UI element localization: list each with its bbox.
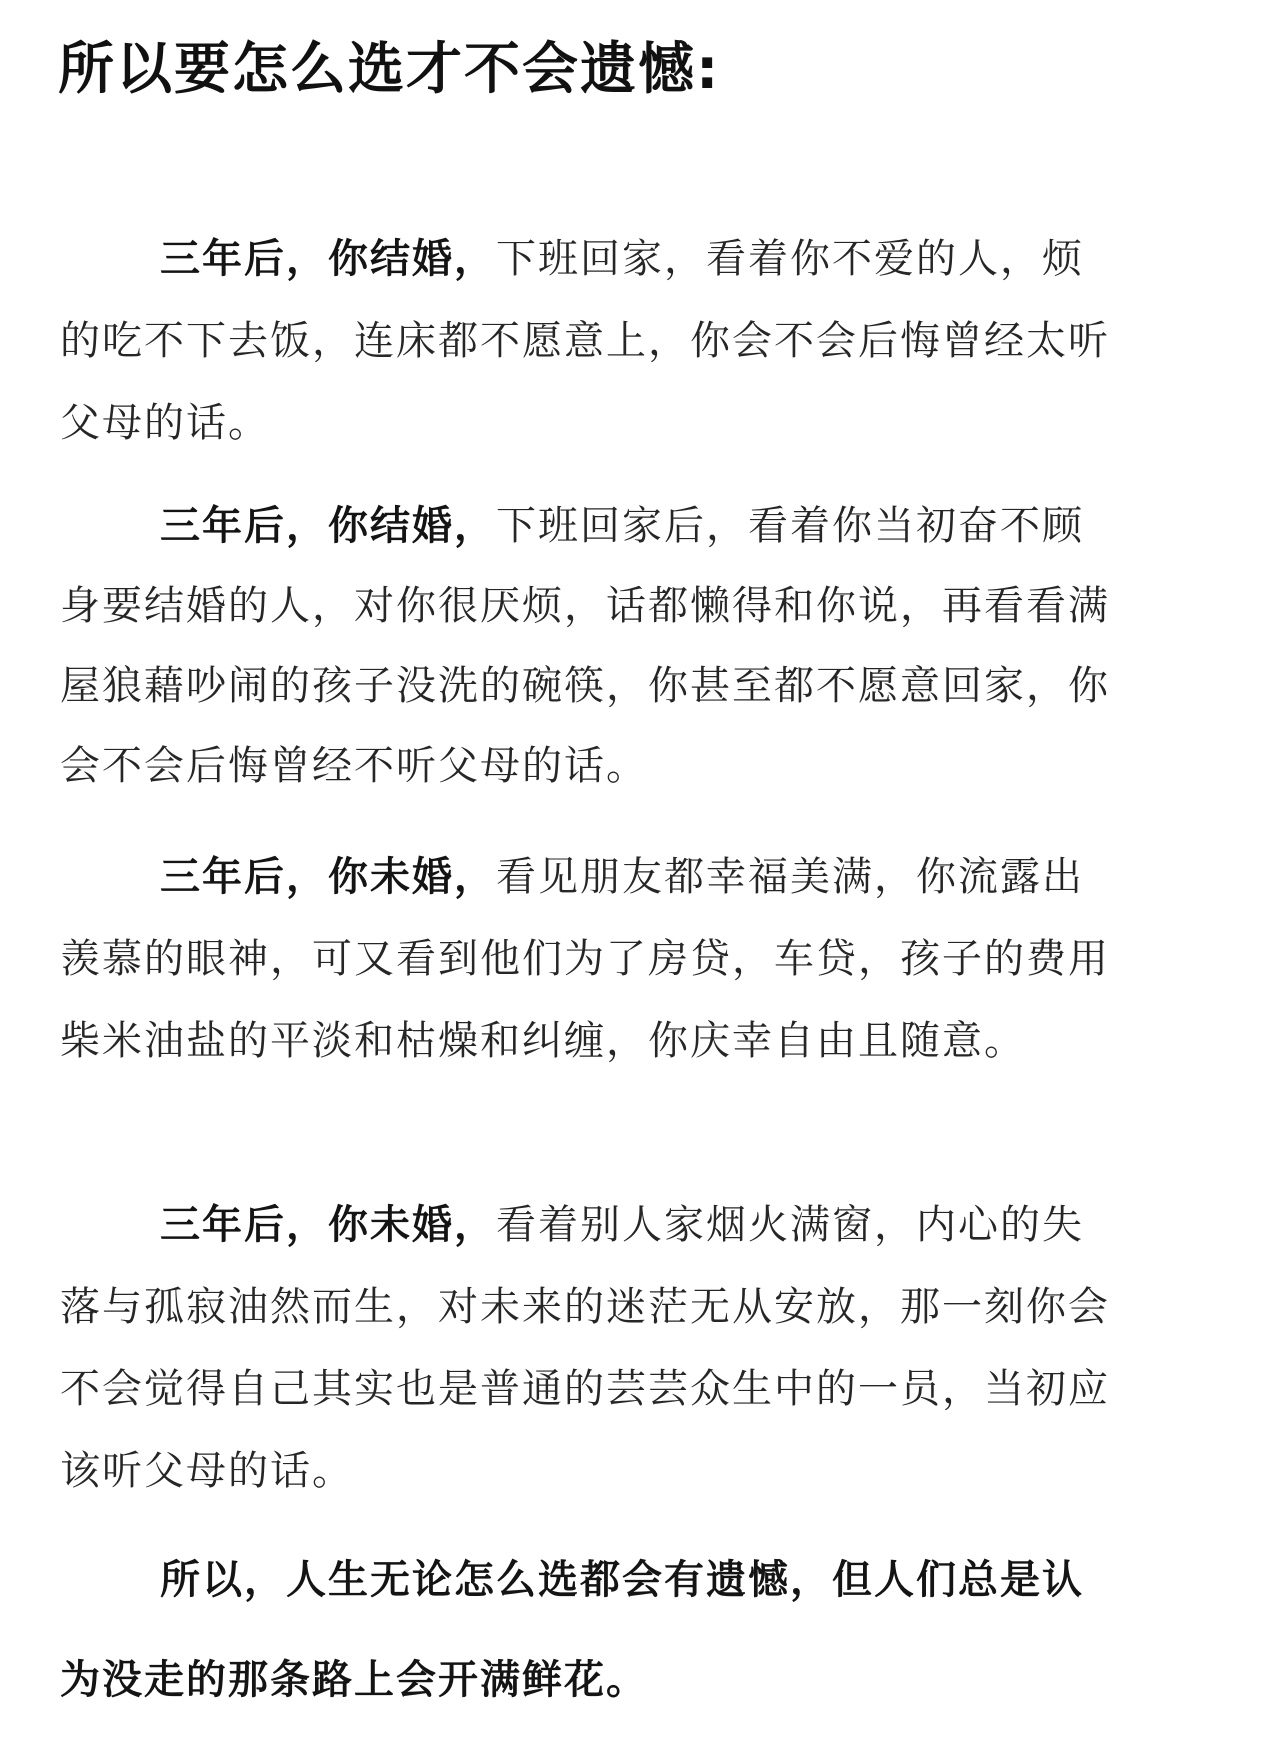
- paragraph-lead: 三年后，你未婚，: [160, 854, 496, 900]
- paragraph-married-unloved: [60, 218, 1110, 464]
- paragraph-body: 下班回家，看着你不爱的人，烦的吃不下去饭，连床都不愿意上，你会不会后悔曾经太听父母的话。: [60, 236, 1110, 446]
- page-title: 所以要怎么选才不会遗憾:: [58, 37, 721, 102]
- paragraph-unmarried-lonely: [60, 1184, 1110, 1512]
- paragraph-lead: 三年后，你结婚，: [160, 236, 496, 282]
- conclusion-paragraph: [60, 1530, 1110, 1730]
- paragraph-body: 看见朋友都幸福美满，你流露出羡慕的眼神，可又看到他们为了房贷，车贷，孩子的费用柴米油盐的平淡和枯燥和纠缠，你庆幸自由且随意。: [60, 854, 1110, 1064]
- conclusion-text: 所以，人生无论怎么选都会有遗憾，但人们总是认为没走的那条路上会开满鲜花。: [60, 1557, 1084, 1703]
- paragraph-married-regret: [60, 486, 1110, 806]
- paragraph-lead: 三年后，你未婚，: [160, 1202, 496, 1248]
- paragraph-body: 看着别人家烟火满窗，内心的失落与孤寂油然而生，对未来的迷茫无从安放，那一刻你会不会觉得自己其实也是普通的芸芸众生中的一员，当初应该听父母的话。: [60, 1202, 1110, 1494]
- paragraph-body: 下班回家后，看着你当初奋不顾身要结婚的人，对你很厌烦，话都懒得和你说，再看看满屋狼藉吵闹的孩子没洗的碗筷，你甚至都不愿意回家，你会不会后悔曾经不听父母的话。: [60, 503, 1110, 789]
- paragraph-unmarried-free: [60, 836, 1110, 1082]
- paragraph-lead: 三年后，你结婚，: [160, 503, 496, 549]
